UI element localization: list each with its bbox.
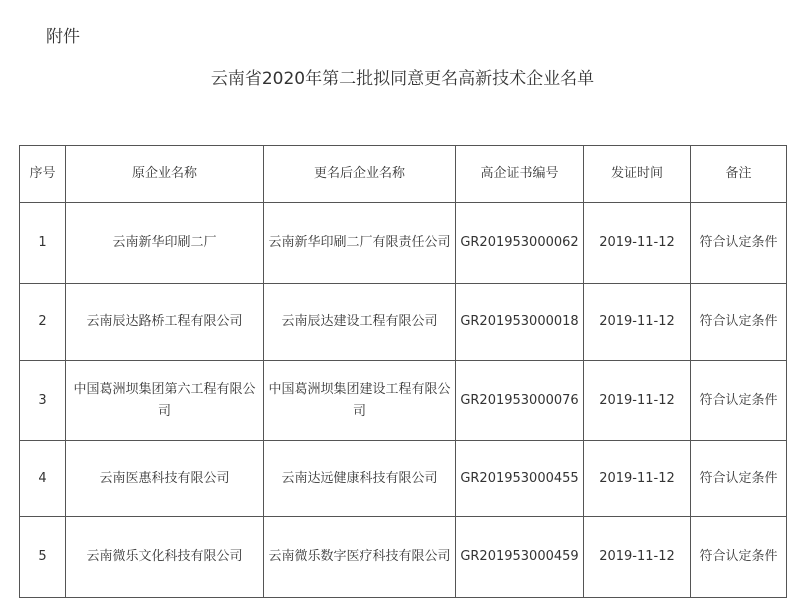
header-certificate-number: 高企证书编号 bbox=[456, 146, 584, 203]
cell-issue-date: 2019-11-12 bbox=[584, 361, 691, 441]
cell-issue-date: 2019-11-12 bbox=[584, 441, 691, 517]
cell-issue-date: 2019-11-12 bbox=[584, 517, 691, 598]
table-row bbox=[20, 203, 787, 284]
header-index: 序号 bbox=[20, 146, 66, 203]
cell-certificate-number: GR201953000062 bbox=[456, 203, 584, 284]
table-row bbox=[20, 361, 787, 441]
cell-new-name: 云南辰达建设工程有限公司 bbox=[264, 284, 456, 361]
cell-index: 2 bbox=[20, 284, 66, 361]
cell-original-name: 云南新华印刷二厂 bbox=[66, 203, 264, 284]
cell-remarks: 符合认定条件 bbox=[691, 203, 787, 284]
cell-issue-date: 2019-11-12 bbox=[584, 203, 691, 284]
cell-original-name: 云南辰达路桥工程有限公司 bbox=[66, 284, 264, 361]
header-remarks: 备注 bbox=[691, 146, 787, 203]
table-row bbox=[20, 441, 787, 517]
cell-certificate-number: GR201953000018 bbox=[456, 284, 584, 361]
company-rename-table bbox=[19, 145, 787, 598]
cell-index: 5 bbox=[20, 517, 66, 598]
table-row bbox=[20, 517, 787, 598]
cell-original-name: 云南医惠科技有限公司 bbox=[66, 441, 264, 517]
cell-certificate-number: GR201953000459 bbox=[456, 517, 584, 598]
cell-index: 1 bbox=[20, 203, 66, 284]
cell-remarks: 符合认定条件 bbox=[691, 284, 787, 361]
cell-index: 3 bbox=[20, 361, 66, 441]
table-row bbox=[20, 284, 787, 361]
header-issue-date: 发证时间 bbox=[584, 146, 691, 203]
cell-new-name: 云南达远健康科技有限公司 bbox=[264, 441, 456, 517]
header-original-name: 原企业名称 bbox=[66, 146, 264, 203]
cell-index: 4 bbox=[20, 441, 66, 517]
document-title: 云南省2020年第二批拟同意更名高新技术企业名单 bbox=[210, 69, 595, 89]
cell-original-name: 中国葛洲坝集团第六工程有限公司 bbox=[66, 361, 264, 441]
cell-new-name: 中国葛洲坝集团建设工程有限公司 bbox=[264, 361, 456, 441]
cell-new-name: 云南微乐数字医疗科技有限公司 bbox=[264, 517, 456, 598]
header-new-name: 更名后企业名称 bbox=[264, 146, 456, 203]
table-header-row bbox=[20, 146, 787, 203]
cell-remarks: 符合认定条件 bbox=[691, 361, 787, 441]
cell-original-name: 云南微乐文化科技有限公司 bbox=[66, 517, 264, 598]
cell-remarks: 符合认定条件 bbox=[691, 517, 787, 598]
cell-remarks: 符合认定条件 bbox=[691, 441, 787, 517]
attachment-label: 附件 bbox=[46, 27, 80, 47]
cell-certificate-number: GR201953000455 bbox=[456, 441, 584, 517]
cell-certificate-number: GR201953000076 bbox=[456, 361, 584, 441]
cell-new-name: 云南新华印刷二厂有限责任公司 bbox=[264, 203, 456, 284]
cell-issue-date: 2019-11-12 bbox=[584, 284, 691, 361]
